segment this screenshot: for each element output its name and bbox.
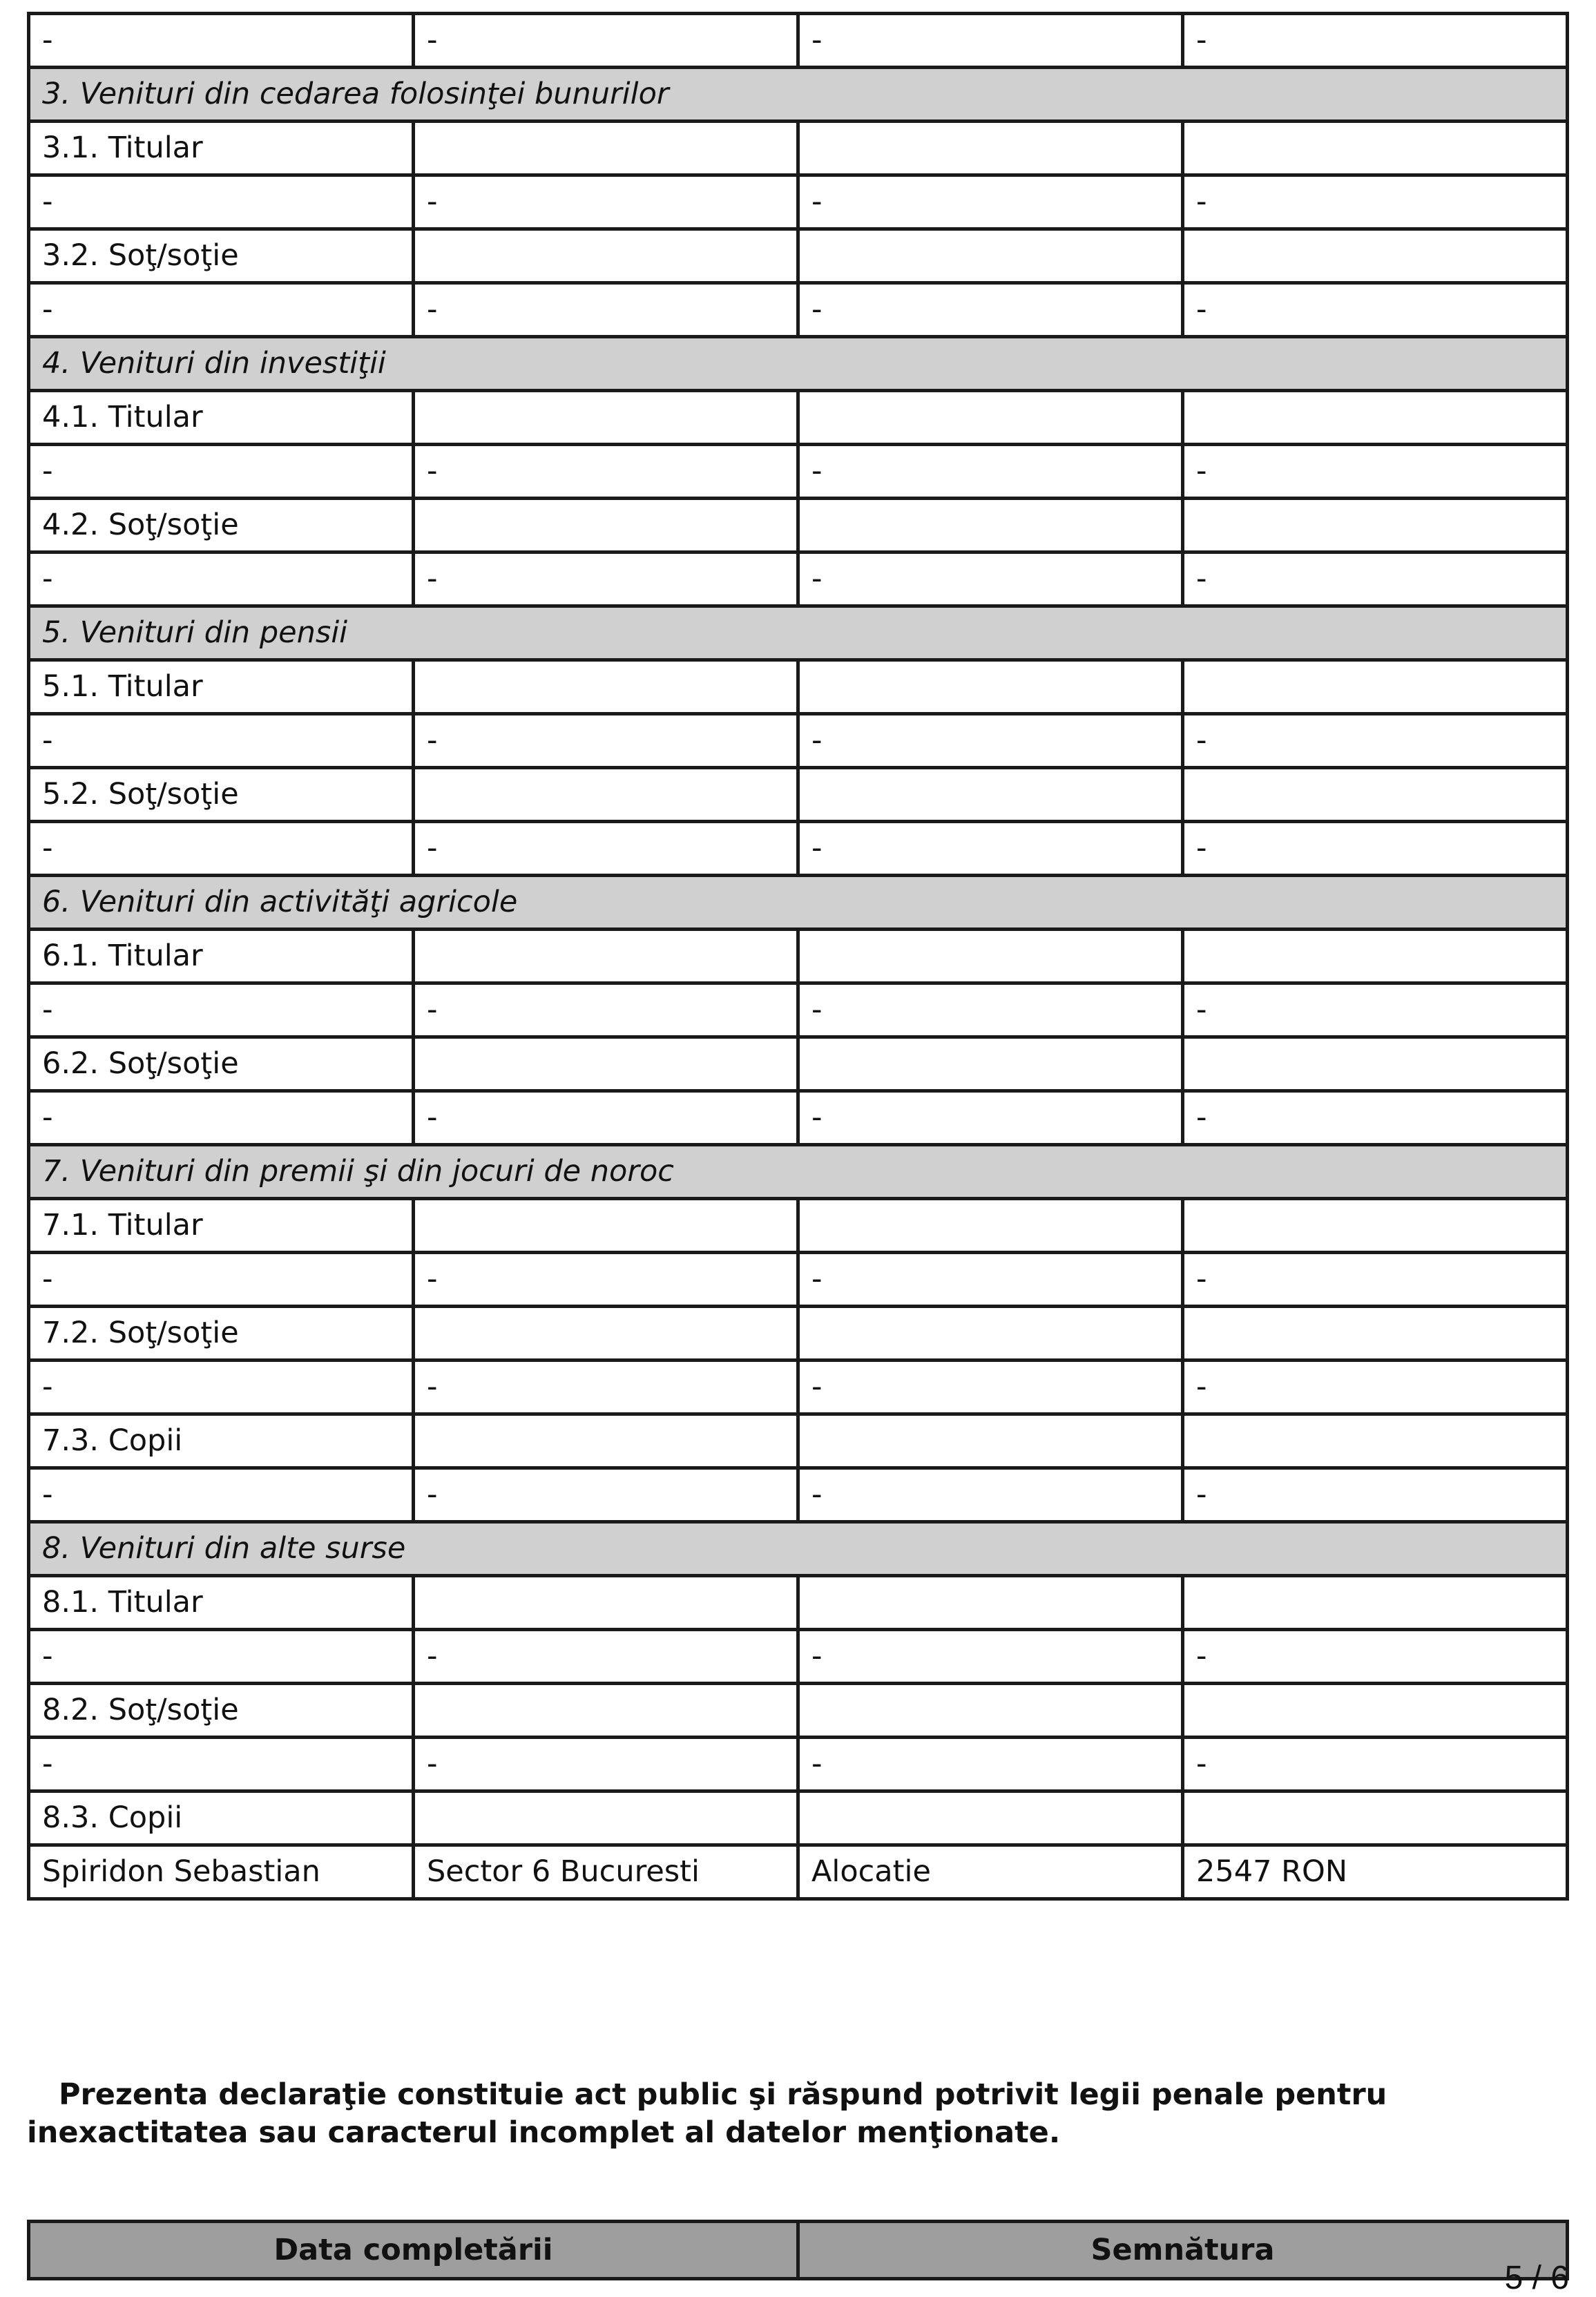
table-cell: -	[1183, 1253, 1568, 1307]
table-cell: -	[1183, 1630, 1568, 1684]
empty-entry-row	[29, 14, 1568, 68]
table-cell: Spiridon Sebastian	[29, 1845, 414, 1899]
subsection-label: 4.1. Titular	[29, 391, 414, 445]
subsection-row	[29, 660, 1568, 714]
table-cell: -	[798, 714, 1183, 768]
section-title: 8. Venituri din alte surse	[29, 1522, 1568, 1576]
subsection-label: 6.2. Soţ/soţie	[29, 1037, 414, 1091]
empty-cell	[1183, 1037, 1568, 1091]
table-cell: -	[798, 283, 1183, 337]
empty-cell	[414, 1414, 798, 1468]
table-cell: -	[1183, 1468, 1568, 1522]
table-cell: -	[1183, 1738, 1568, 1791]
empty-cell	[414, 229, 798, 283]
income-table	[27, 12, 1569, 1901]
empty-cell	[414, 499, 798, 552]
subsection-row	[29, 1037, 1568, 1091]
empty-cell	[414, 768, 798, 822]
table-cell: -	[1183, 1091, 1568, 1145]
subsection-label: 8.3. Copii	[29, 1791, 414, 1845]
table-cell: -	[29, 1468, 414, 1522]
table-cell: Alocatie	[798, 1845, 1183, 1899]
empty-entry-row	[29, 1630, 1568, 1684]
table-cell: -	[798, 983, 1183, 1037]
subsection-label: 6.1. Titular	[29, 930, 414, 983]
table-cell: -	[29, 1738, 414, 1791]
table-cell: -	[414, 714, 798, 768]
table-cell: -	[414, 1738, 798, 1791]
table-cell: -	[414, 552, 798, 606]
subsection-row	[29, 229, 1568, 283]
table-cell: -	[414, 175, 798, 229]
empty-cell	[1183, 1414, 1568, 1468]
table-cell: -	[1183, 714, 1568, 768]
empty-cell	[414, 1791, 798, 1845]
empty-entry-row	[29, 175, 1568, 229]
subsection-row	[29, 122, 1568, 175]
empty-cell	[798, 1414, 1183, 1468]
table-cell: -	[29, 283, 414, 337]
table-cell: -	[29, 14, 414, 68]
section-title: 3. Venituri din cedarea folosinţei bunurilor	[29, 68, 1568, 122]
section-title: 4. Venituri din investiţii	[29, 337, 1568, 391]
empty-cell	[798, 930, 1183, 983]
table-cell: -	[1183, 822, 1568, 876]
table-cell: -	[798, 175, 1183, 229]
subsection-label: 3.1. Titular	[29, 122, 414, 175]
section-header-row	[29, 337, 1568, 391]
legal-statement: Prezenta declaraţie constituie act public şi răspund potrivit legii penale pentru inexactitatea sau caracterul incomplet al datelor menţionate.	[27, 2077, 1387, 2150]
table-cell: -	[29, 445, 414, 499]
table-cell: -	[1183, 552, 1568, 606]
empty-cell	[798, 1307, 1183, 1361]
table-cell: -	[29, 822, 414, 876]
subsection-row	[29, 1684, 1568, 1738]
table-cell: -	[414, 1630, 798, 1684]
empty-cell	[1183, 1307, 1568, 1361]
table-cell: -	[798, 445, 1183, 499]
empty-cell	[414, 122, 798, 175]
empty-entry-row	[29, 1091, 1568, 1145]
subsection-row	[29, 1791, 1568, 1845]
empty-cell	[414, 930, 798, 983]
subsection-label: 3.2. Soţ/soţie	[29, 229, 414, 283]
empty-entry-row	[29, 445, 1568, 499]
table-cell: -	[798, 822, 1183, 876]
empty-entry-row	[29, 822, 1568, 876]
table-cell: -	[29, 1630, 414, 1684]
table-cell: Sector 6 Bucuresti	[414, 1845, 798, 1899]
empty-cell	[1183, 660, 1568, 714]
empty-cell	[798, 391, 1183, 445]
empty-entry-row	[29, 714, 1568, 768]
table-cell: -	[1183, 283, 1568, 337]
empty-cell	[798, 1037, 1183, 1091]
empty-cell	[798, 1684, 1183, 1738]
section-header-row	[29, 606, 1568, 660]
income-entry-row	[29, 1845, 1568, 1899]
empty-cell	[414, 1307, 798, 1361]
table-cell: -	[1183, 445, 1568, 499]
empty-cell	[798, 1791, 1183, 1845]
subsection-label: 7.3. Copii	[29, 1414, 414, 1468]
table-cell: -	[798, 1630, 1183, 1684]
empty-entry-row	[29, 1253, 1568, 1307]
subsection-row	[29, 1307, 1568, 1361]
subsection-label: 4.2. Soţ/soţie	[29, 499, 414, 552]
section-title: 5. Venituri din pensii	[29, 606, 1568, 660]
empty-cell	[414, 391, 798, 445]
section-title: 6. Venituri din activităţi agricole	[29, 876, 1568, 930]
table-cell: -	[414, 1091, 798, 1145]
subsection-row	[29, 1199, 1568, 1253]
table-cell: -	[1183, 175, 1568, 229]
empty-cell	[414, 1199, 798, 1253]
subsection-row	[29, 391, 1568, 445]
subsection-label: 8.2. Soţ/soţie	[29, 1684, 414, 1738]
empty-entry-row	[29, 1468, 1568, 1522]
table-cell: -	[414, 1253, 798, 1307]
table-cell: -	[414, 822, 798, 876]
subsection-row	[29, 499, 1568, 552]
subsection-label: 7.1. Titular	[29, 1199, 414, 1253]
empty-cell	[1183, 930, 1568, 983]
empty-cell	[1183, 768, 1568, 822]
table-cell: -	[798, 1253, 1183, 1307]
empty-entry-row	[29, 983, 1568, 1037]
table-cell: -	[1183, 1361, 1568, 1414]
table-cell: -	[29, 175, 414, 229]
table-cell: -	[414, 983, 798, 1037]
subsection-label: 5.2. Soţ/soţie	[29, 768, 414, 822]
empty-cell	[1183, 229, 1568, 283]
subsection-label: 5.1. Titular	[29, 660, 414, 714]
table-cell: -	[414, 1468, 798, 1522]
subsection-label: 8.1. Titular	[29, 1576, 414, 1630]
empty-cell	[798, 660, 1183, 714]
subsection-row	[29, 930, 1568, 983]
table-cell: -	[29, 983, 414, 1037]
signature-table	[27, 2220, 1569, 2280]
table-cell: -	[798, 1468, 1183, 1522]
table-cell: -	[1183, 983, 1568, 1037]
empty-cell	[414, 1576, 798, 1630]
table-cell: -	[414, 14, 798, 68]
empty-cell	[1183, 1684, 1568, 1738]
empty-cell	[1183, 122, 1568, 175]
empty-cell	[414, 660, 798, 714]
empty-cell	[798, 1199, 1183, 1253]
table-cell: -	[798, 552, 1183, 606]
empty-cell	[798, 1576, 1183, 1630]
table-cell: -	[414, 445, 798, 499]
section-header-row	[29, 876, 1568, 930]
subsection-row	[29, 1414, 1568, 1468]
empty-cell	[1183, 391, 1568, 445]
date-completed-header: Data completării	[29, 2222, 798, 2279]
empty-cell	[1183, 499, 1568, 552]
table-cell: -	[29, 552, 414, 606]
empty-entry-row	[29, 283, 1568, 337]
section-title: 7. Venituri din premii şi din jocuri de noroc	[29, 1145, 1568, 1199]
empty-cell	[1183, 1199, 1568, 1253]
empty-cell	[798, 499, 1183, 552]
table-cell: -	[414, 283, 798, 337]
table-cell: -	[29, 714, 414, 768]
table-cell: -	[29, 1253, 414, 1307]
empty-cell	[798, 122, 1183, 175]
empty-cell	[414, 1037, 798, 1091]
section-header-row	[29, 1522, 1568, 1576]
table-cell: -	[798, 1091, 1183, 1145]
signature-header: Semnătura	[798, 2222, 1568, 2279]
table-cell: -	[798, 1361, 1183, 1414]
empty-cell	[1183, 1576, 1568, 1630]
table-cell: -	[29, 1091, 414, 1145]
section-header-row	[29, 68, 1568, 122]
empty-cell	[414, 1684, 798, 1738]
subsection-label: 7.2. Soţ/soţie	[29, 1307, 414, 1361]
signature-header-row	[29, 2222, 1568, 2279]
empty-entry-row	[29, 1738, 1568, 1791]
income-table-body	[29, 14, 1568, 1899]
empty-cell	[798, 768, 1183, 822]
table-cell: -	[29, 1361, 414, 1414]
table-cell: -	[798, 1738, 1183, 1791]
table-cell: -	[798, 14, 1183, 68]
empty-entry-row	[29, 1361, 1568, 1414]
empty-cell	[1183, 1791, 1568, 1845]
empty-entry-row	[29, 552, 1568, 606]
table-cell: 2547 RON	[1183, 1845, 1568, 1899]
empty-cell	[798, 229, 1183, 283]
table-cell: -	[414, 1361, 798, 1414]
section-header-row	[29, 1145, 1568, 1199]
subsection-row	[29, 768, 1568, 822]
table-cell: -	[1183, 14, 1568, 68]
page-number: 5 / 6	[1504, 2259, 1569, 2296]
subsection-row	[29, 1576, 1568, 1630]
